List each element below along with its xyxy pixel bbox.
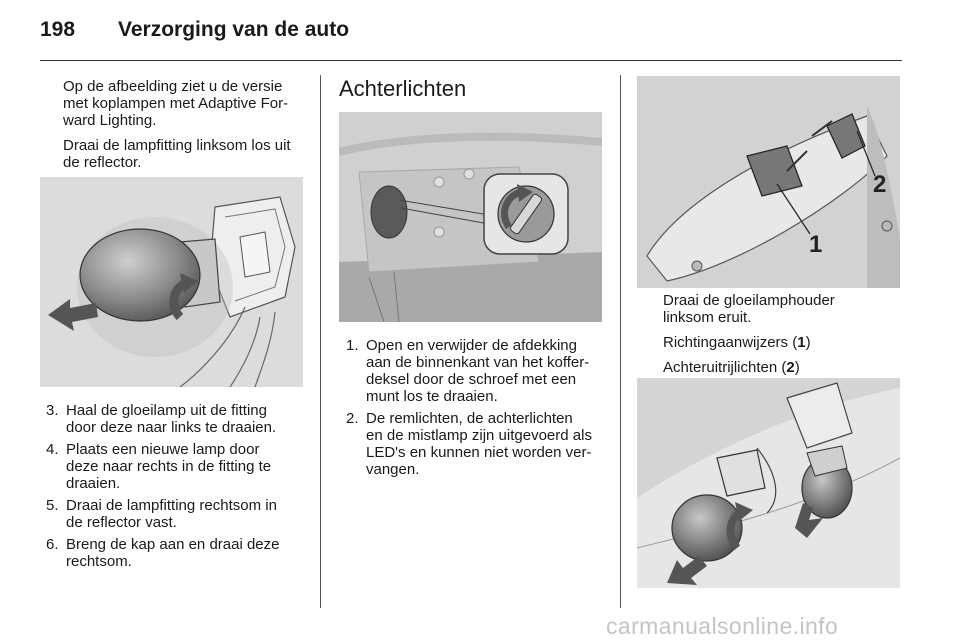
right-text [663, 292, 898, 384]
list-item: 6. Breng de kap aan en draai deze rechtsom. [46, 536, 280, 570]
mid-steps [340, 337, 610, 483]
trunk-lid-cover-figure [339, 112, 602, 322]
watermark: carmanualsonline.info [606, 613, 839, 639]
column-divider-2 [620, 75, 621, 608]
callout-1: 1 [809, 231, 823, 258]
rear-lamp-holder-figure [637, 76, 900, 288]
list-item: 1. Open en verwijder de afdekking aan de binnenkant van het koffer- deksel door de schroef met een munt los te draaien. [346, 337, 590, 405]
headlamp-bulb-figure [40, 177, 303, 387]
page-title: Verzorging van de auto [118, 18, 350, 41]
legend-item: Achteruitrijlichten (2) [663, 359, 800, 376]
left-steps [40, 402, 310, 575]
left-column [63, 78, 313, 179]
list-item: 5. Draai de lampfitting rechtsom in de reflector vast. [46, 497, 277, 531]
instruction-paragraph: Draai de gloeilamphouder linksom eruit. [663, 292, 835, 326]
legend-item: Richtingaanwijzers (1) [663, 334, 811, 351]
section-heading: Achterlichten [339, 76, 467, 101]
page-number: 198 [40, 18, 76, 41]
list-item: 3. Haal de gloeilamp uit de fitting door deze naar links te draaien. [46, 402, 277, 436]
list-item: 4. Plaats een nieuwe lamp door deze naar rechts in de fitting te draaien. [46, 441, 272, 492]
callout-2: 2 [873, 171, 887, 198]
column-divider-1 [320, 75, 321, 608]
instruction-paragraph: Draai de lampfitting linksom los uit de reflector. [63, 137, 291, 171]
intro-paragraph: Op de afbeelding ziet u de versie met koplampen met Adaptive For- ward Lighting. [63, 78, 289, 129]
list-item: 2. De remlichten, de achterlichten en de mistlamp zijn uitgevoerd als LED's en kunnen niet worden ver- vangen. [346, 410, 592, 478]
bulb-removal-figure [637, 378, 900, 588]
header-rule [40, 60, 902, 61]
